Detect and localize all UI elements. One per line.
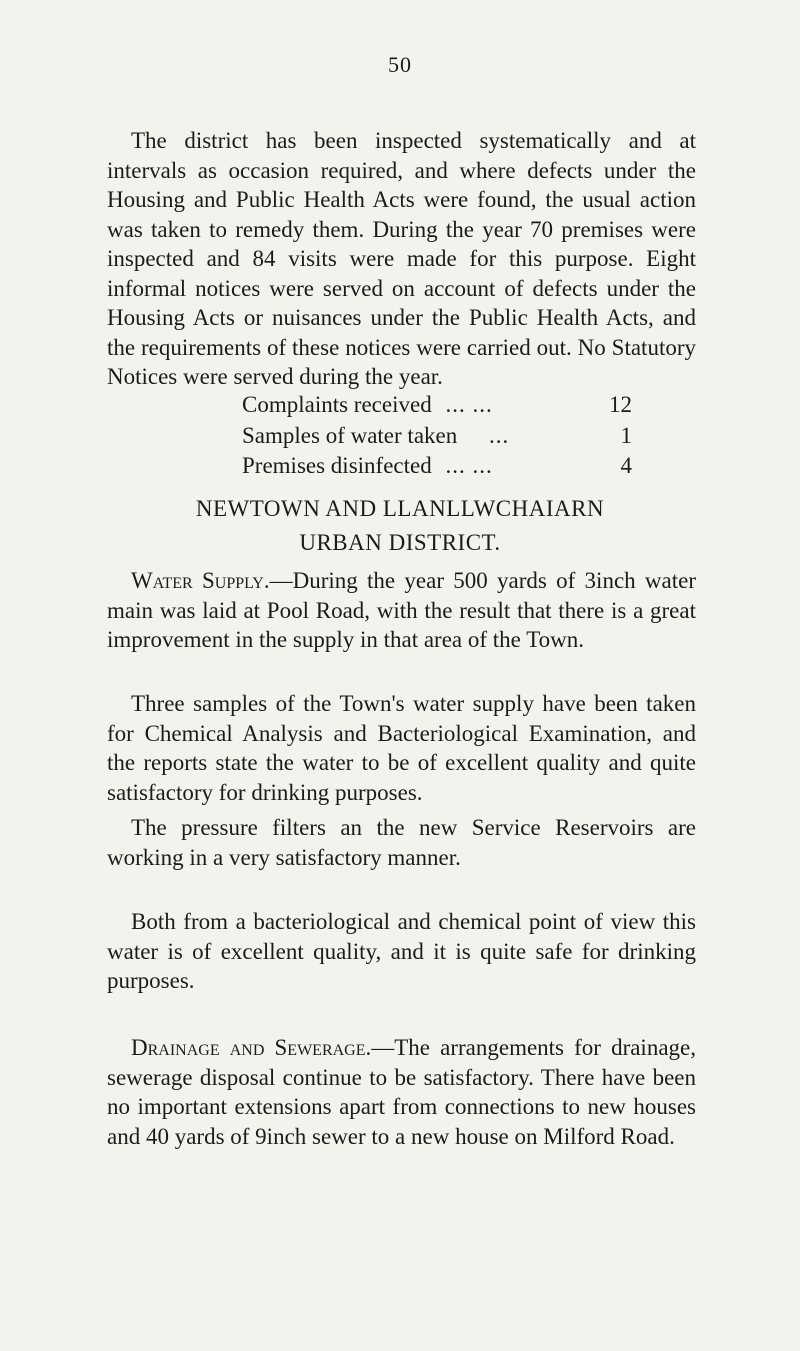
- stat-row-water-samples: [242, 421, 632, 452]
- page-number: 50: [388, 52, 412, 77]
- stat-value: 4: [620, 453, 632, 478]
- stat-value: 1: [620, 422, 632, 448]
- stat-value: 12: [609, 392, 632, 417]
- stat-label: Samples of water taken ...: [242, 422, 510, 448]
- leader-dots: ... ...: [445, 392, 493, 417]
- paragraph-drainage: [107, 1033, 696, 1151]
- section-heading-line-2: URBAN DISTRICT.: [299, 530, 501, 555]
- drainage-title: Drainage and Sewerage.: [131, 1035, 372, 1060]
- paragraph-water-supply: [107, 566, 696, 655]
- paragraph-water-quality: Both from a bacteriological and chemical point of view this water is of excellent quality, and it is quite safe for drinking purposes.: [107, 909, 696, 993]
- stat-label: Premises disinfected ... ...: [242, 453, 493, 478]
- water-supply-title: Water Supply.: [131, 568, 270, 593]
- leader-dots: ...: [488, 422, 510, 448]
- stat-label: Complaints received ... ...: [242, 392, 493, 417]
- drainage-text: —The arrangements for drainage, sewerage disposal continue to be satisfactory. There have been no important extensions apart from connections to new houses and 40 yards of 9inch sewer to a new house on Milford Road.: [107, 1035, 696, 1149]
- stat-row-complaints: [242, 390, 632, 421]
- section-heading-line-1: NEWTOWN AND LLANLLWCHAIARN: [195, 496, 605, 521]
- statistics-list: [242, 390, 632, 482]
- paragraph-pressure-filters: The pressure filters an the new Service Reservoirs are working in a very satisfactory manner.: [107, 815, 696, 870]
- paragraph-water-samples: Three samples of the Town's water supply have been taken for Chemical Analysis and Bacteriological Examination, and the reports state the water to be of excellent quality and quite satisfactory for drinking purposes.: [107, 691, 696, 805]
- stat-row-premises-disinfected: [242, 451, 632, 482]
- leader-dots: ... ...: [445, 453, 493, 478]
- paragraph-inspection: The district has been inspected systematically and at intervals as occasion required, and where defects under the Housing and Public Health Acts were found, the usual action was taken to remedy them. During the year 70 premises were inspected and 84 visits were made for this purpose. Eight informal notices were served on account of defects under the Housing Acts or nuisances under the Public Health Acts, and the requirements of these notices were carried out. No Statutory Notices were served during the year.: [107, 128, 696, 389]
- water-supply-text: —During the year 500 yards of 3inch water main was laid at Pool Road, with the result that there is a great improvement in the supply in that area of the Town.: [107, 568, 696, 652]
